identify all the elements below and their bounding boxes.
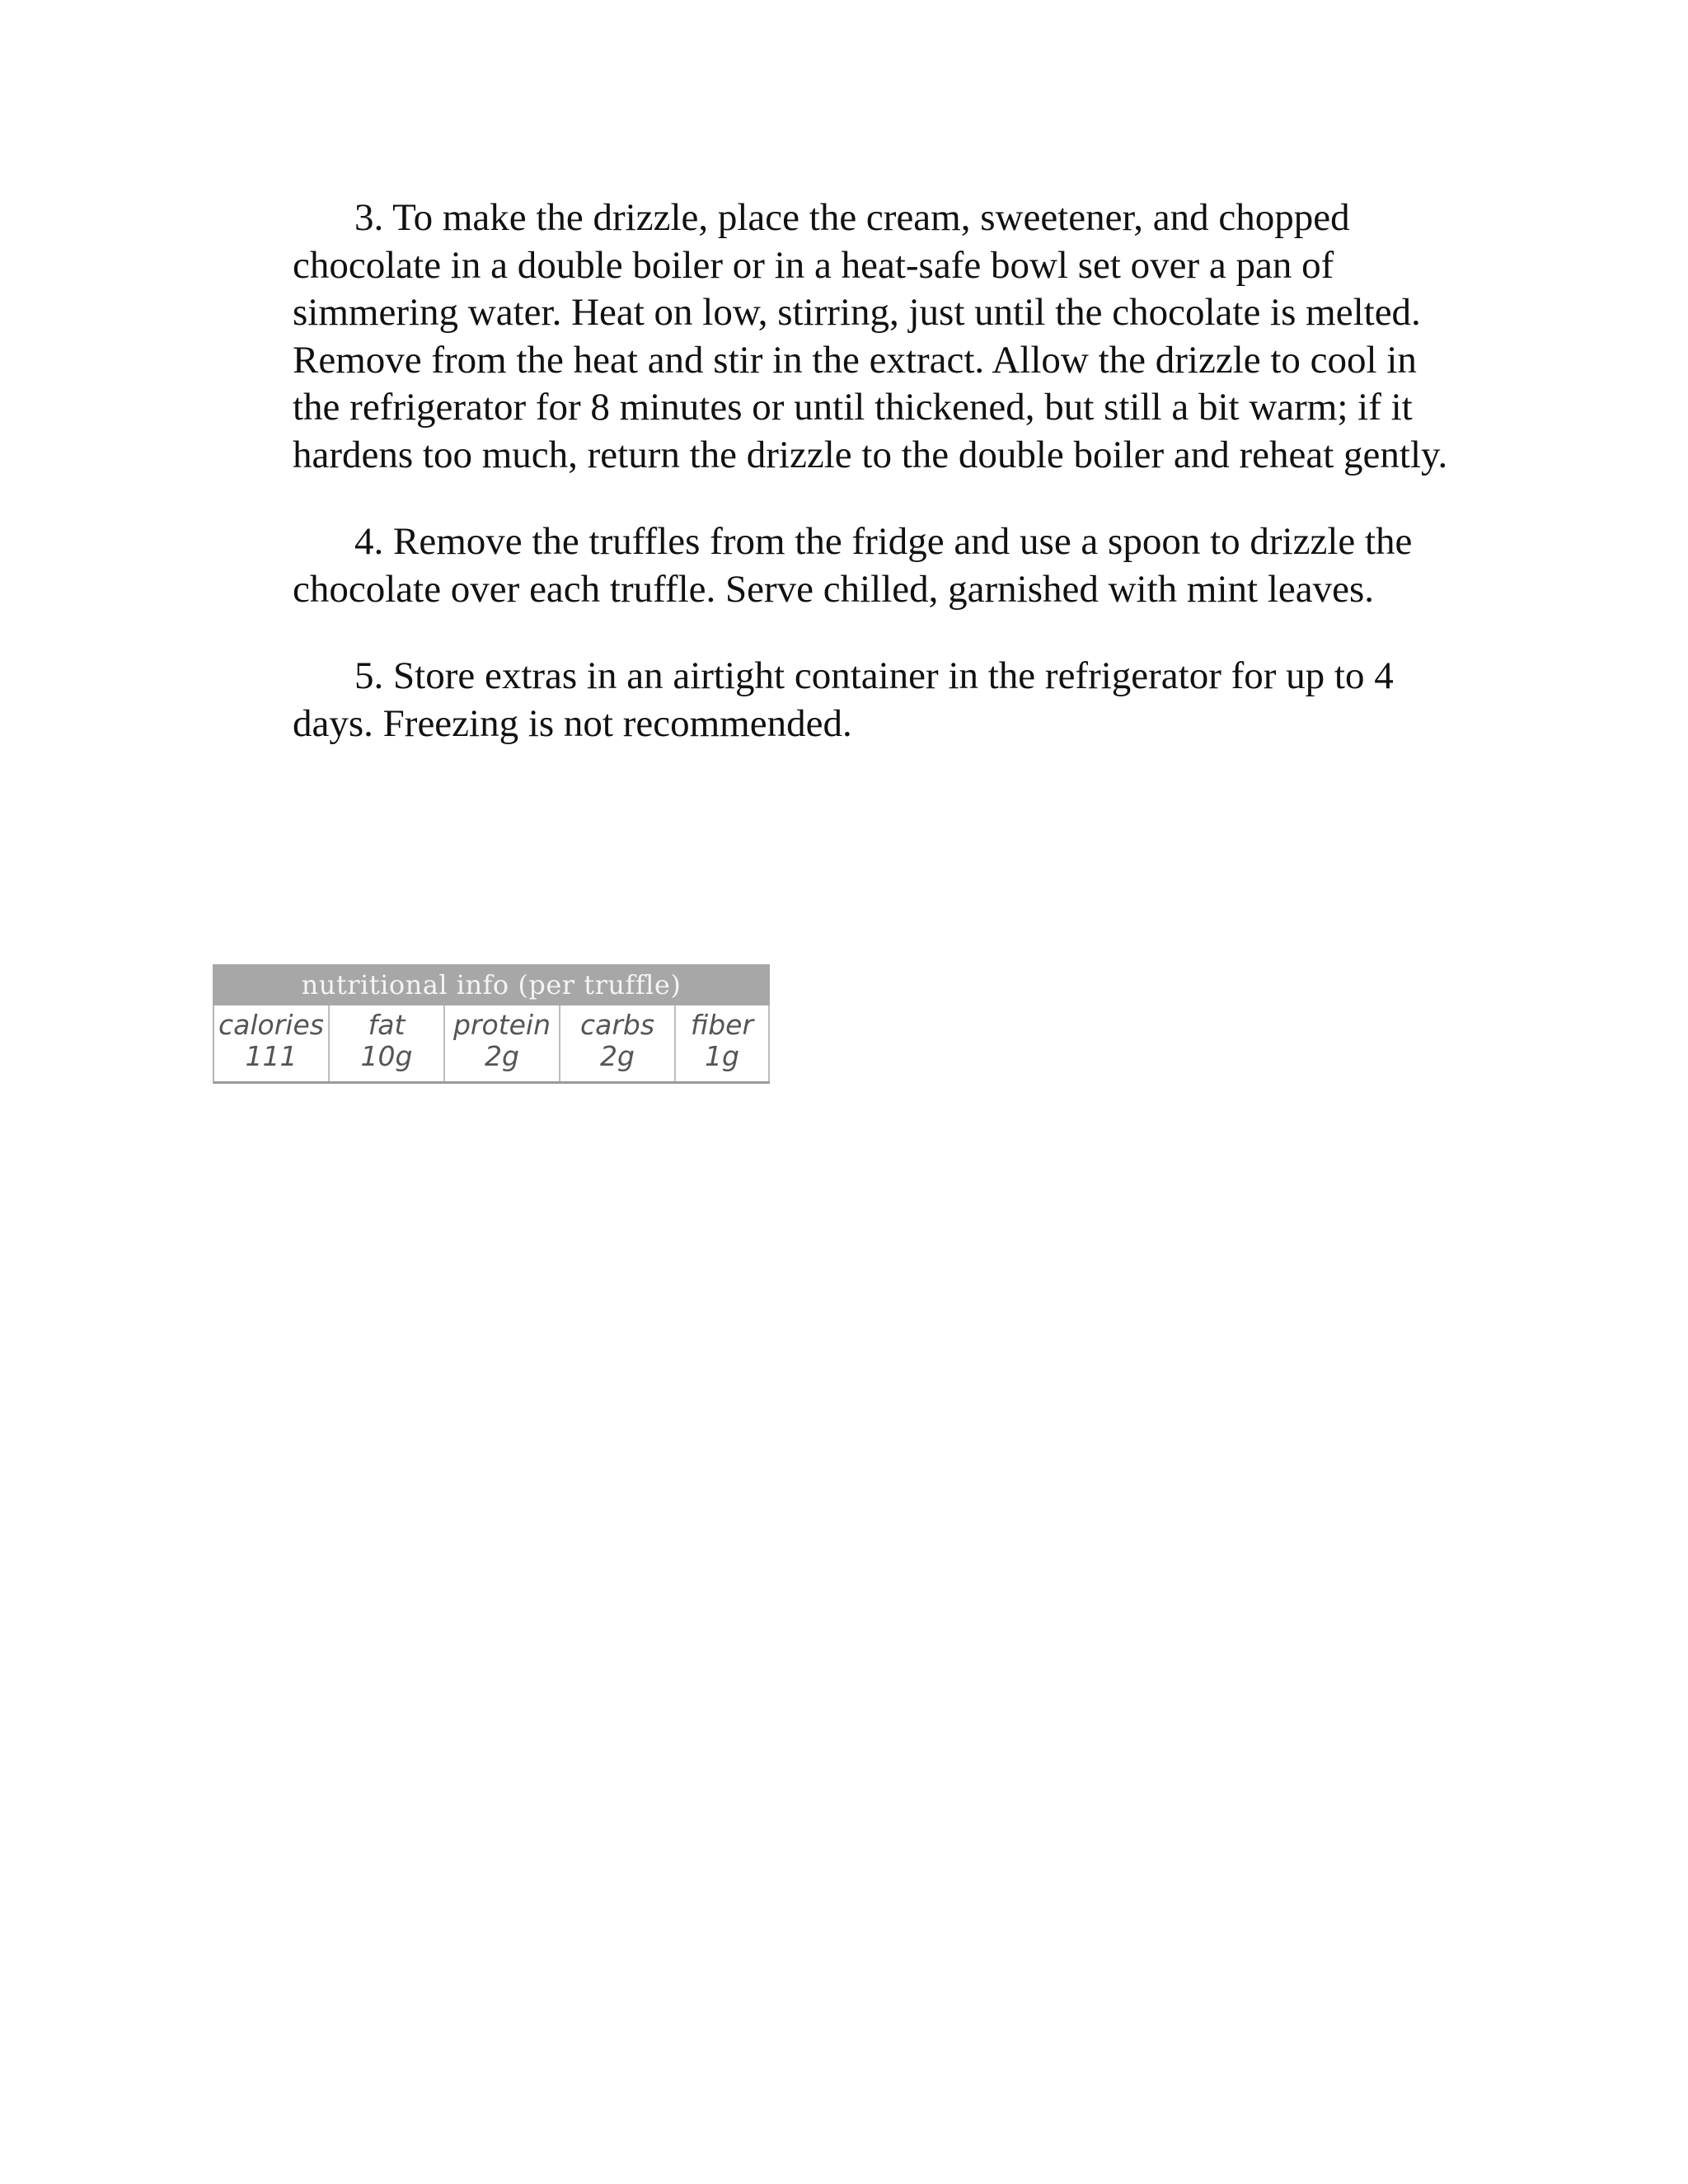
nutrition-cell-carbs	[560, 1005, 676, 1081]
instruction-steps	[293, 194, 1463, 787]
nutrition-cell-calories	[214, 1005, 330, 1081]
instruction-step: 4. Remove the truffles from the fridge and use a spoon to drizzle the chocolate over each truffle. Serve chilled, garnished with mint leaves.	[293, 520, 1413, 611]
nutrition-label: protein	[452, 1009, 551, 1041]
nutrition-cell-fiber	[676, 1005, 770, 1081]
nutrition-value: 1g	[705, 1040, 739, 1072]
nutrition-row	[213, 1005, 770, 1084]
nutrition-value: 10g	[360, 1040, 413, 1072]
nutrition-info-table	[213, 964, 770, 1084]
instruction-step: 3. To make the drizzle, place the cream, sweetener, and chopped chocolate in a double boiler or in a heat-safe bowl set over a pan of simmering water. Heat on low, stirring, just until the chocolate is melted. Remove from the heat and stir in the extract. Allow the drizzle to cool in the refrigerator for 8 minutes or until thickened, but still a bit warm; if it hardens too much, return the drizzle to the double boiler and reheat gently.	[293, 196, 1448, 476]
nutrition-title: nutritional info (per truffle)	[213, 964, 770, 1005]
nutrition-label: carbs	[579, 1009, 655, 1041]
nutrition-cell-protein	[445, 1005, 560, 1081]
nutrition-value: 2g	[600, 1040, 635, 1072]
nutrition-value: 111	[245, 1040, 298, 1072]
nutrition-label: calories	[218, 1009, 324, 1041]
nutrition-cell-fat	[330, 1005, 445, 1081]
instruction-step: 5. Store extras in an airtight container in the refrigerator for up to 4 days. Freezing is not recommended.	[293, 654, 1394, 745]
nutrition-label: fiber	[690, 1009, 754, 1041]
nutrition-label: fat	[368, 1009, 406, 1041]
nutrition-value: 2g	[485, 1040, 519, 1072]
